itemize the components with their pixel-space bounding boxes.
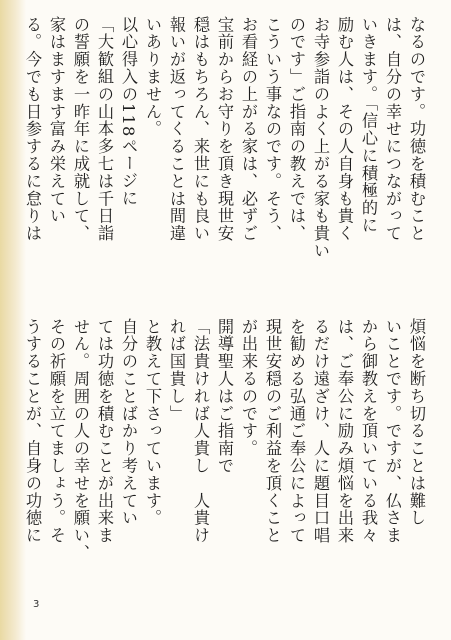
text-column: 煩悩を断ち切ることは難し	[407, 318, 426, 527]
document-page	[23, 0, 451, 640]
text-column: から御教えを頂いている我々	[359, 318, 378, 545]
text-column: せん。周囲の人の幸せを願い、	[71, 318, 90, 562]
text-column: お寺参詣のよく上がる家も貴い	[311, 16, 330, 260]
text-column: 励む人は、その人自身も貴く	[335, 16, 354, 243]
text-column: るだけ遠ざけ、人に題目口唱	[311, 318, 330, 545]
text-column: ては功徳を積むことが出来ま	[95, 318, 114, 545]
text-column: 以心得入の118ページに	[119, 16, 138, 208]
text-column: なるのです。功徳を積むこと	[407, 16, 426, 243]
text-column: その祈願を立てましょう。そ	[47, 318, 66, 545]
text-column: と教えて下さっています。	[143, 318, 162, 527]
text-column: 「法貴ければ人貴し 人貴け	[191, 318, 210, 545]
text-column: いきます。「信心に積極的に	[359, 16, 378, 235]
text-column: は、自分の幸せにつながって	[383, 16, 402, 243]
text-column: こういう事なのです。そう、	[263, 16, 282, 243]
text-column: のです」ご指南の教えでは、	[287, 16, 306, 243]
page-number: 3	[33, 599, 40, 610]
text-column: 現世安穏のご利益を頂くこと	[263, 318, 282, 545]
text-column: 開導聖人はご指南で	[215, 318, 234, 475]
text-column: 報いが返ってくることは間違	[167, 16, 186, 243]
text-column: いありません。	[143, 16, 162, 138]
text-column: る。今でも日参するに怠りは	[23, 16, 42, 243]
text-column: いことです。ですが、仏さま	[383, 318, 402, 545]
text-column: 宝前からお守りを頂き現世安	[215, 16, 234, 243]
text-column: お看経の上がる家は、必ずご	[239, 16, 258, 243]
text-column: 穏はもちろん、来世にも良い	[191, 16, 210, 243]
text-column: 「大歓組の山本多七は千日詣	[95, 16, 114, 243]
text-column: は、ご奉公に励み煩悩を出来	[335, 318, 354, 545]
text-column: が出来るのです。	[239, 318, 258, 458]
text-column: うすることが、自身の功徳に	[23, 318, 42, 545]
text-column: れば国貴し」	[167, 318, 186, 423]
text-column: の誓願を一昨年に成就して、	[71, 16, 90, 243]
text-column: 自分のことばかり考えてい	[119, 318, 138, 527]
text-column: を勧める弘通ご奉公によって	[287, 318, 306, 545]
text-column: 家はますます富み栄えてい	[47, 16, 66, 225]
